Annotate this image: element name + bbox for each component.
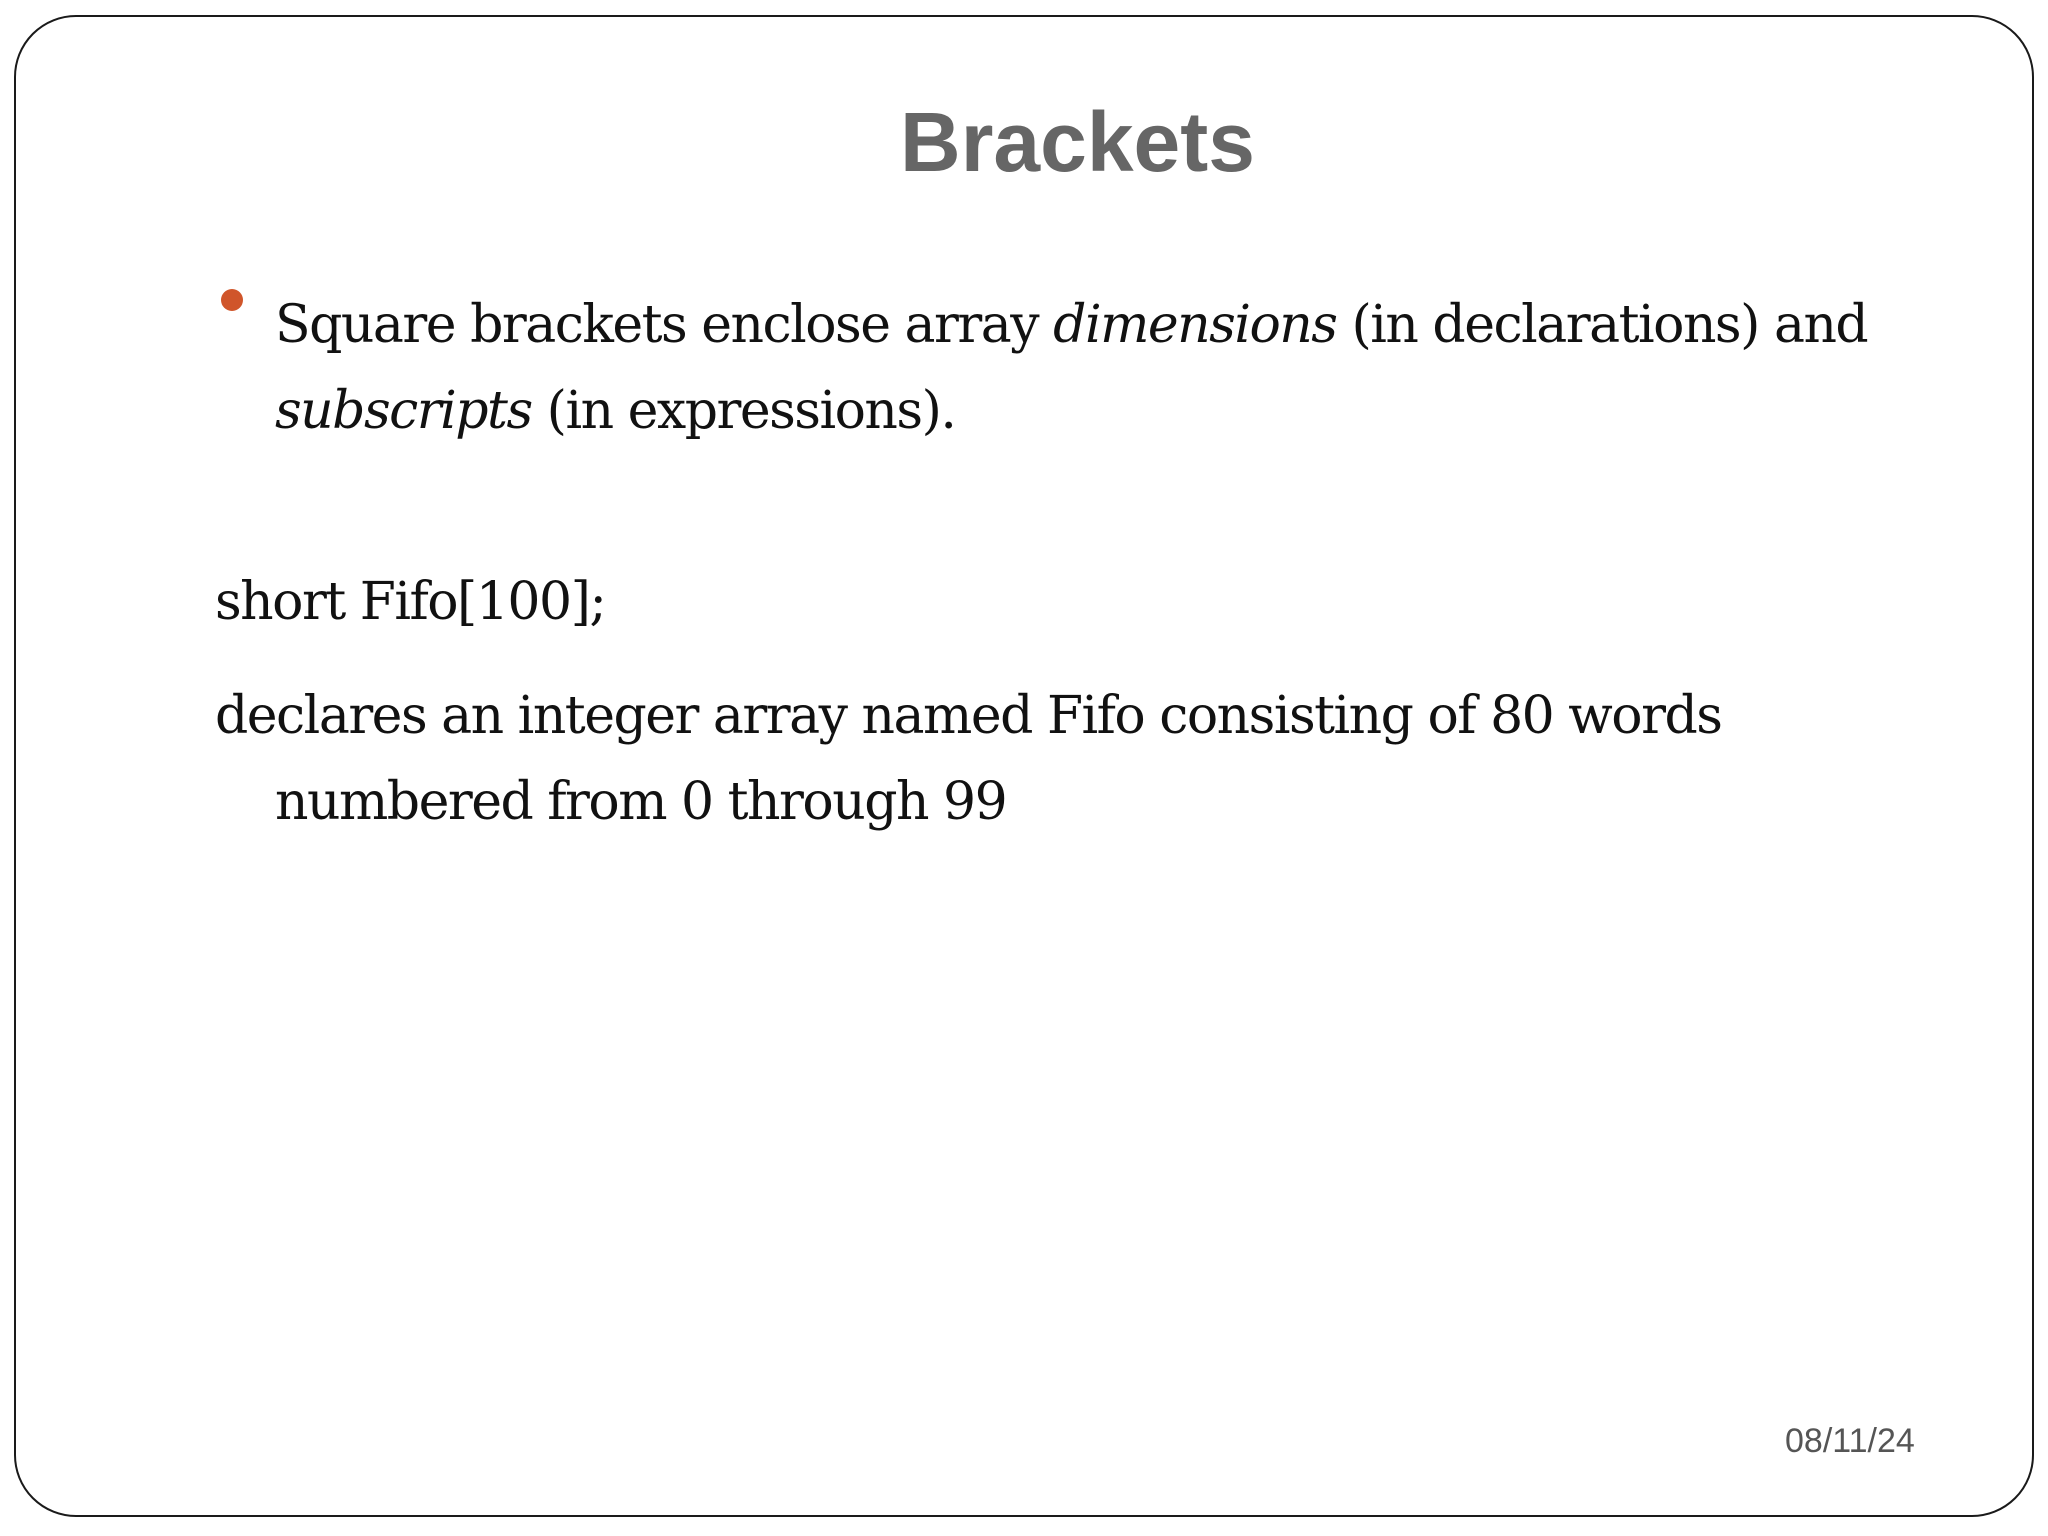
bullet-text-part2: (in declarations) and <box>1336 295 1868 355</box>
code-example: short Fifo[100]; <box>215 572 606 632</box>
bullet-icon <box>221 289 243 311</box>
bullet-text-part1: Square brackets enclose array <box>275 295 1054 355</box>
bullet-text-italic-subscripts: subscripts <box>275 381 532 441</box>
bullet-text-italic-dimensions: dimensions <box>1053 295 1337 355</box>
bullet-text <box>275 282 1875 454</box>
bullet-text-part3: (in expressions). <box>531 381 956 441</box>
description-text: declares an integer array named Fifo consisting of 80 words numbered from 0 through 99 <box>215 686 1722 832</box>
slide-title: Brackets <box>900 95 1255 189</box>
slide-date: 08/11/24 <box>1785 1422 1915 1460</box>
